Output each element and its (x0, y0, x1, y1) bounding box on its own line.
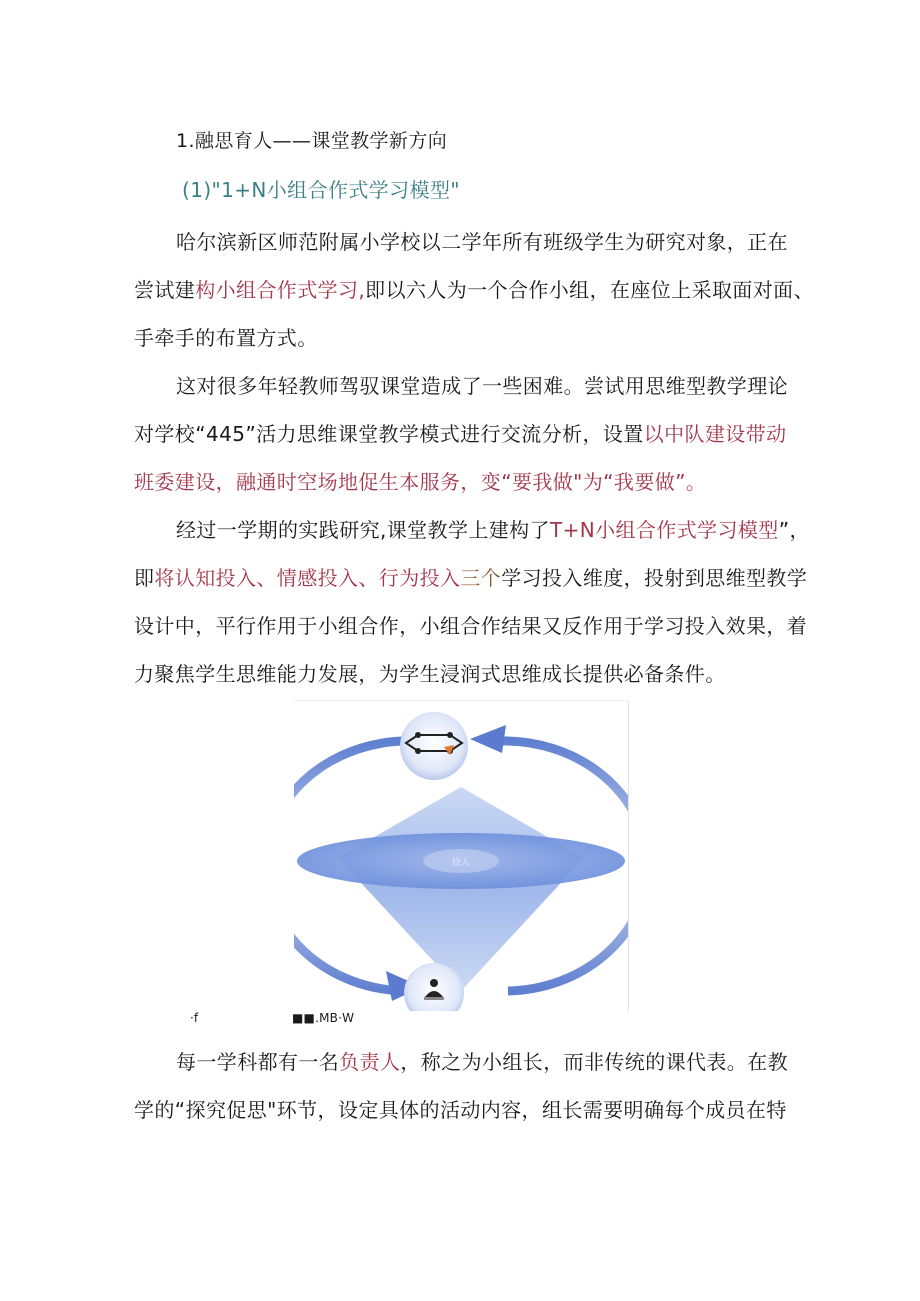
model-diagram-svg (294, 701, 628, 1011)
para2-highlight-3: “要我做"为“我要做”。 (501, 470, 707, 494)
para2-line2 (134, 418, 787, 447)
para3-line4: 力聚焦学生思维能力发展，为学生浸润式思维成长提供必备条件。 (134, 662, 726, 686)
figure-caption-left: ·f (190, 1011, 199, 1025)
para3-line1 (176, 514, 810, 543)
top-arrow-icon (470, 725, 506, 753)
teacher-head-icon (430, 979, 438, 987)
para4-line1 (176, 1046, 788, 1075)
para1-line2-rest: 即以六人为一个合作小组，在座位上采取面对面、 (365, 278, 814, 302)
para3-three: 三个 (460, 566, 502, 590)
para4-line1-a: 每一学科都有一名 (176, 1050, 340, 1074)
section-heading: 1.融思育人——课堂教学新方向 (176, 130, 448, 152)
para1-line1: 哈尔滨新区师范附属小学校以二学年所有班级学生为研究对象，正在 (176, 230, 788, 254)
para1-line2 (134, 274, 814, 303)
para3-line2-rest: 学习投入维度，投射到思维型教学 (501, 566, 808, 590)
para3-line3: 设计中，平行作用于小组合作，小组合作结果又反作用于学习投入效果，着 (134, 614, 808, 638)
para2-line2-text: 对学校“445”活力思维课堂教学模式进行交流分析，设置 (134, 422, 644, 446)
student-icon (447, 732, 453, 738)
para1-line3: 手牵手的布置方式。 (134, 326, 318, 350)
para1-highlight: 构小组合作式学习, (195, 278, 366, 302)
para2-highlight-1: 以中队建设带动 (643, 422, 787, 446)
para4-line1-c: ，称之为小组长，而非传统的课代表。在教 (400, 1050, 789, 1074)
para3-dimensions: 将认知投入、情感投入、行为投入 (154, 566, 461, 590)
desk-icon (424, 997, 444, 1000)
center-label: 投入 (451, 858, 471, 868)
subsection-heading: (1)"1+N小组合作式学习模型" (182, 178, 460, 202)
model-diagram (294, 700, 629, 1011)
para3-line1-end: ”， (778, 518, 810, 542)
para1-line2-text: 尝试建 (134, 278, 196, 302)
para2-line3 (134, 466, 706, 495)
para3-line2-a: 即 (134, 566, 155, 590)
student-icon (415, 748, 421, 754)
para3-line2 (134, 562, 807, 591)
para3-model-name: T+N小组合作式学习模型 (549, 518, 779, 542)
student-icon (415, 732, 421, 738)
para3-line1-text: 经过一学期的实践研究,课堂教学上建构了 (176, 518, 550, 542)
para2-line1: 这对很多年轻教师驾驭课堂造成了一些困难。尝试用思维型教学理论 (176, 374, 788, 398)
para4-line2: 学的“探究促思"环节，设定具体的活动内容，组长需要明确每个成员在特 (134, 1098, 787, 1122)
para4-highlight: 负责人 (339, 1050, 401, 1074)
figure-caption-right: ■■.MB·W (292, 1011, 355, 1025)
para2-highlight-2: 班委建设，融通时空场地促生本服务，变 (134, 470, 502, 494)
